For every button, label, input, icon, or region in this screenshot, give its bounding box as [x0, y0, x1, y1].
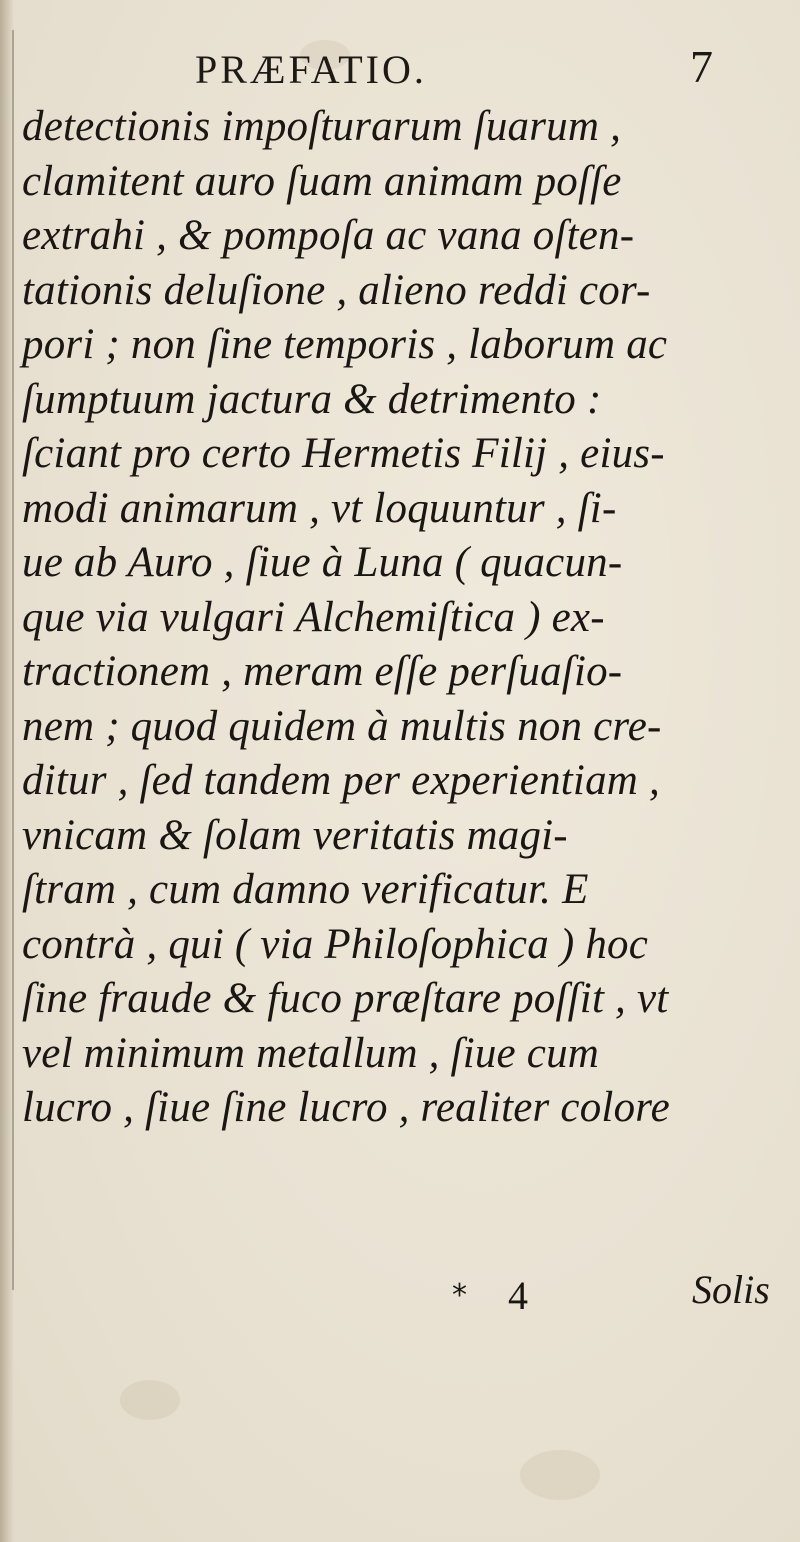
text-line: tractionem , meram eſſe perſuaſio-	[22, 648, 623, 695]
text-line: detectionis impoſturarum ſuarum ,	[22, 103, 622, 150]
foxing-spot	[120, 1380, 180, 1420]
catchword: Solis	[692, 1267, 770, 1312]
text-line: tationis deluſione , alieno reddi cor-	[22, 266, 651, 314]
text-line: que via vulgari Alchemiſtica ) ex-	[22, 593, 605, 641]
text-line: ditur , ſed tandem per experientiam ,	[22, 757, 660, 804]
text-line: ue ab Auro , ſiue à Luna ( quacun-	[22, 539, 623, 586]
text-line: nem ; quod quidem à multis non cre-	[22, 702, 662, 750]
text-line: ſine fraude & fuco præſtare poſſit , vt	[22, 975, 669, 1022]
text-line: ſumptuum jactura & detrimento :	[22, 375, 602, 423]
text-line: modi animarum , vt loquuntur , ſi-	[22, 484, 617, 532]
text-line: lucro , ſiue ſine lucro , realiter colore	[22, 1084, 670, 1131]
text-line: pori ; non ſine temporis , laborum ac	[22, 321, 668, 368]
text-line: extrahi , & pompoſa ac vana oſten-	[22, 212, 635, 259]
text-line: contrà , qui ( via Philoſophica ) hoc	[22, 920, 649, 968]
page-footer	[0, 1267, 800, 1326]
text-line: clamitent auro ſuam animam poſſe	[22, 157, 622, 205]
body-text	[22, 100, 792, 1136]
signature-mark: *	[452, 1278, 467, 1313]
gutter-shadow-line	[12, 30, 14, 1290]
foxing-spot	[520, 1450, 600, 1500]
signature-number: 4	[508, 1273, 528, 1318]
page-number: 7	[690, 41, 713, 92]
header-title: PRÆFATIO.	[195, 47, 427, 92]
running-header	[0, 38, 800, 98]
text-line: vnicam & ſolam veritatis magi-	[22, 811, 568, 859]
text-line: ſtram , cum damno verificatur. E	[22, 866, 589, 913]
text-line: vel minimum metallum , ſiue cum	[22, 1029, 600, 1077]
text-line: ſciant pro certo Hermetis Filij , eius-	[22, 430, 665, 477]
